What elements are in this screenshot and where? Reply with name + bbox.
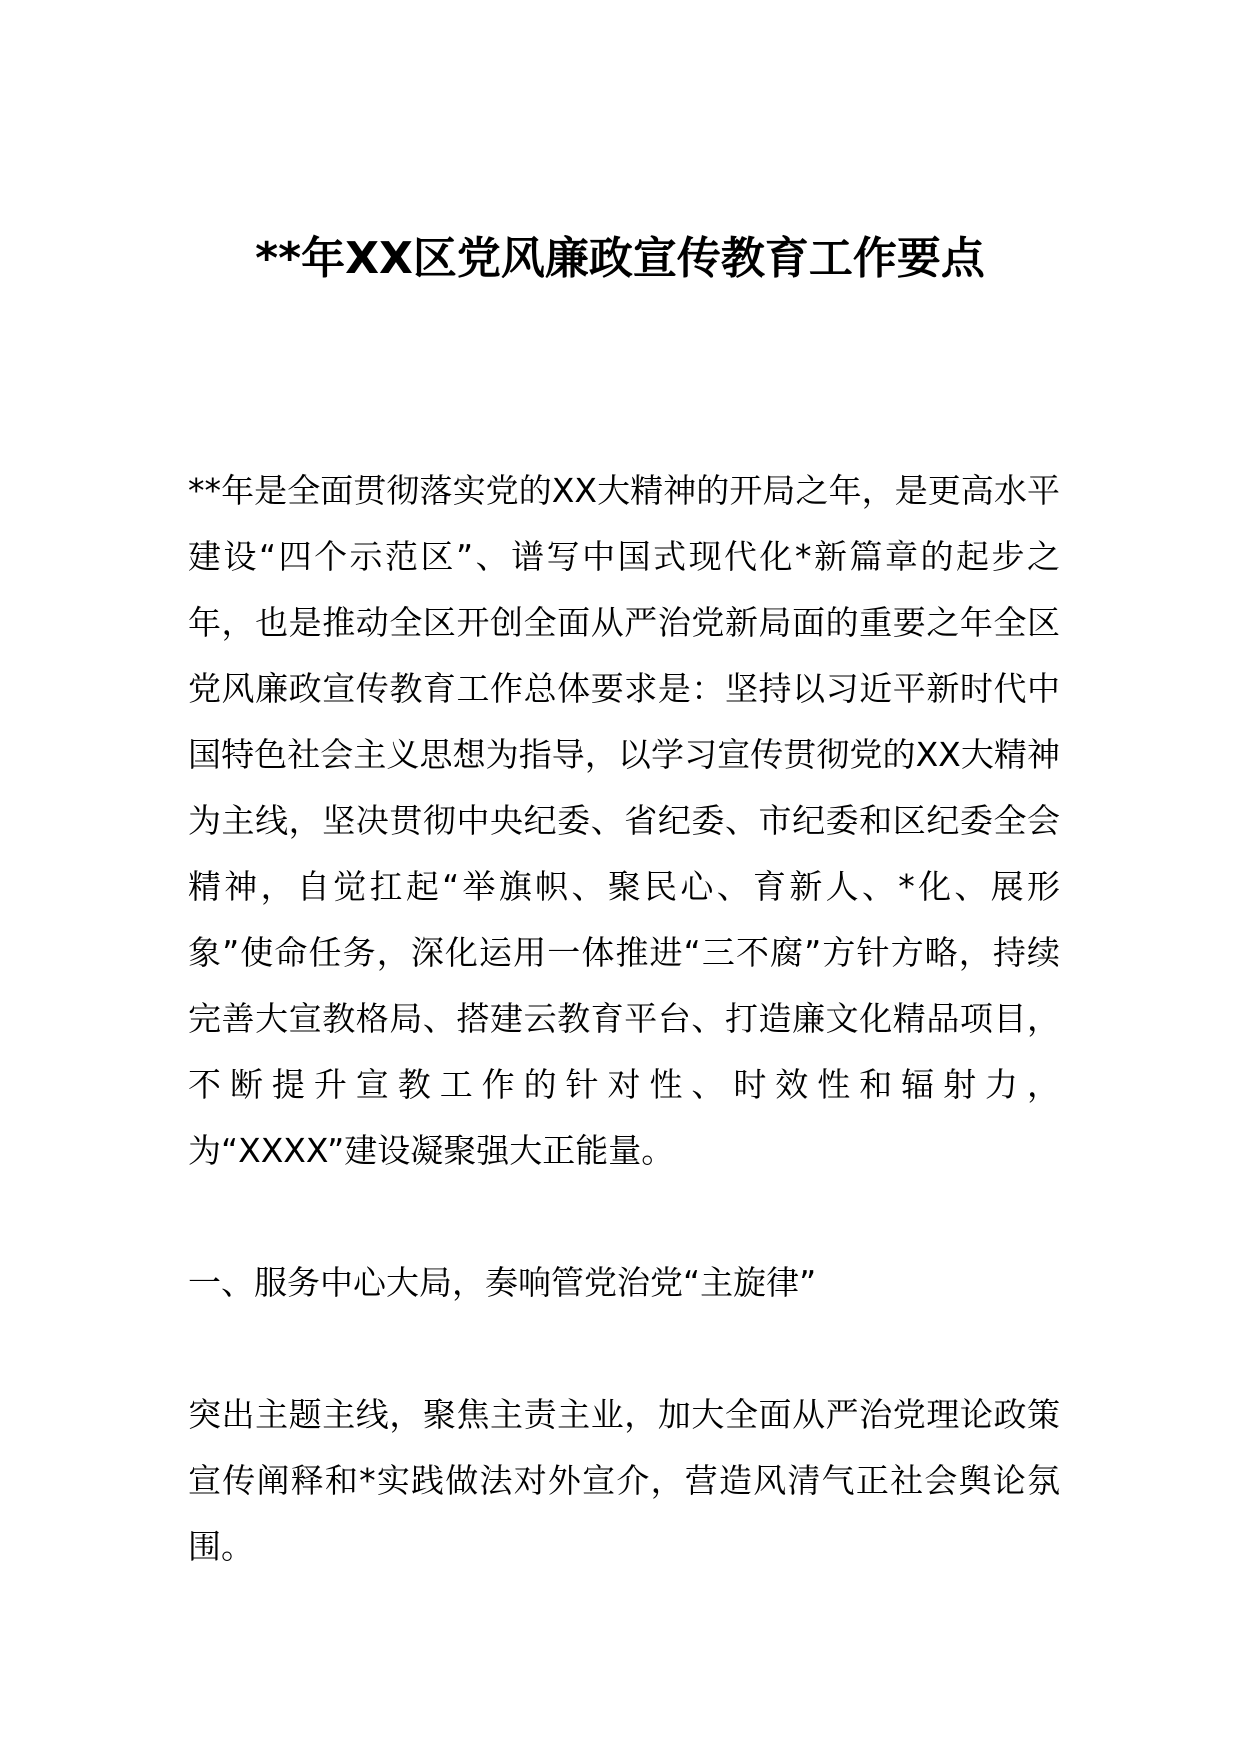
document-title: **年XX区党风廉政宣传教育工作要点 bbox=[255, 233, 985, 285]
section-heading-1: 一、服务中心大局，奏响管党治党“主旋律” bbox=[188, 1263, 817, 1302]
document-body bbox=[188, 458, 1060, 1580]
intro-paragraph: **年是全面贯彻落实党的XX大精神的开局之年，是更高水平建设“四个示范区”、谱写中国式现代化*新篇章的起步之年，也是推动全区开创全面从严治党新局面的重要之年全区党风廉政宣传教育工作总体要求是：坚持以习近平新时代中国特色社会主义思想为指导，以学习宣传贯彻党的XX大精神为主线，坚决贯彻中央纪委、省纪委、市纪委和区纪委全会精神，自觉扛起“举旗帜、聚民心、育新人、*化、展形象”使命任务，深化运用一体推进“三不腐”方针方略，持续完善大宣教格局、搭建云教育平台、打造廉文化精品项目，不断提升宣教工作的针对性、时效性和辐射力，为“XXXX”建设凝聚强大正能量。 bbox=[188, 471, 1060, 1170]
section-paragraph-1: 突出主题主线，聚焦主责主业，加大全面从严治党理论政策宣传阐释和*实践做法对外宣介，营造风清气正社会舆论氛围。 bbox=[188, 1395, 1060, 1566]
